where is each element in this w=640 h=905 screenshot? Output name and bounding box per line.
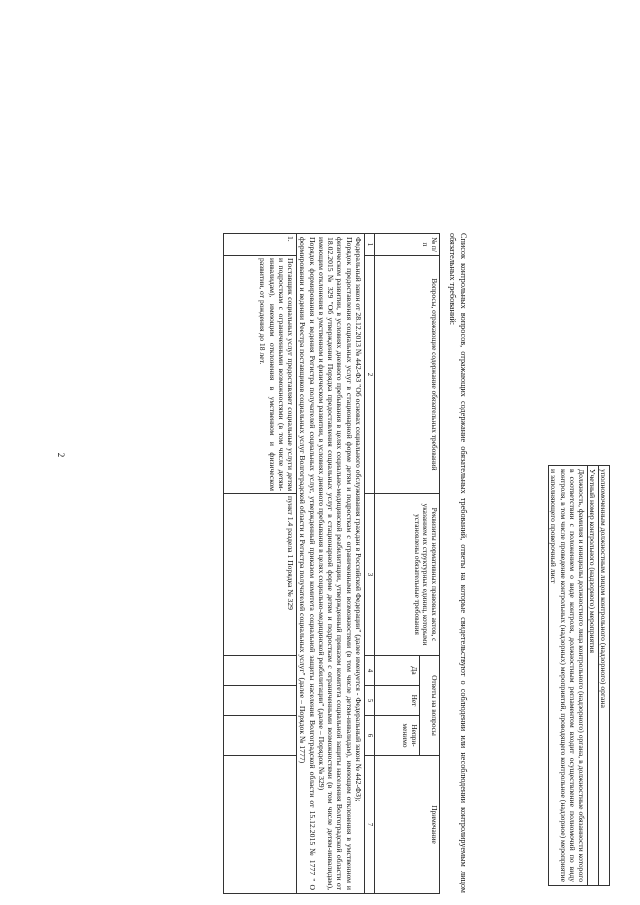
header-requisites: Реквизиты нормативных правовых актов, с указанием их структурных единиц, которыми установлены обязательные требования [375, 494, 440, 656]
page-number: 2 [56, 452, 66, 458]
legal-basis-item: Федеральный закон от 28.12.2013 № 442-ФЗ "Об основах социального обслуживания граждан в Российской Федерации" (далее именуется - Федеральный закон № 442-ФЗ); [354, 237, 363, 802]
official-info-cell: уполномоченным должностным лицом контрольного (надзорного) органа [598, 466, 609, 886]
rotated-page [0, 5, 640, 900]
header-answers: Ответы на вопросы [420, 656, 440, 756]
header-num: № п/п [375, 234, 440, 256]
questions-table [223, 233, 440, 894]
header-yes: Да [375, 656, 420, 686]
note-cell[interactable] [223, 756, 296, 894]
header-question: Вопросы, отражающие содержание обязательных требований [375, 256, 440, 494]
legal-basis-cell [296, 234, 364, 894]
table-row [587, 466, 598, 886]
official-info-cell: Должность, фамилия и инициалы должностного лица контрольного (надзорного) органа, в должностные обязанности которого в соответствии с положением о виде контроля, должностным регламентом входит осуществление полномочий по виду контроля, в том числе проведение контрольных (надзорных) мероприятий, проводящего контрольное (надзорное) мероприятие и заполняющего проверочный лист [548, 466, 587, 886]
question-requisites: пункт 1.4 раздела 1 Порядка № 329 [223, 494, 296, 656]
table-row [223, 234, 296, 894]
column-number: 2 [365, 256, 375, 494]
header-row [420, 234, 440, 894]
official-info-cell: Учетный номер контрольного (надзорного) мероприятия [587, 466, 598, 886]
answer-no-cell[interactable] [223, 686, 296, 716]
question-number: 1. [223, 234, 296, 256]
column-number: 4 [365, 656, 375, 686]
legal-basis-item: Порядок предоставления социальных услуг в стационарной форме детям и подросткам с ограниченными возможностями (в том числе детям-инвалидам), имеющим отклонения в умственном и физическом развитии, в условиях дневного пребывания в целях социально-медицинской реабилитации, утвержденный приказом комитета социальной защиты населения Волгоградской области от 18.02.2015 № 329 "Об утверждении Порядка предоставления социальных услуг в стационарной форме детям и подросткам с ограниченными возможностями (в том числе детям-инвалидам), имеющим отклонения в умственном и физическом развитии, в условиях дневного пребывания в целях социально-медицинской реабилитации" (далее – Порядок № 329) [316, 237, 354, 891]
question-text: Поставщик социальных услуг предоставляет социальные услуги детям и подросткам с ограниченными возможностями (в том числе детям-инвалидам), имеющим отклонения в умственном и физическом развитии, от рождения до 18 лет. [223, 256, 296, 494]
answer-na-cell[interactable] [223, 716, 296, 756]
header-na: Непри-менимо [375, 716, 420, 756]
table-row [548, 466, 587, 886]
checklist-intro: Список контрольных вопросов, отражающих содержание обязательных требований, ответы на которые свидетельствуют о соблюдении или несоблюдении контролируемым лицом обязательных требований: [448, 233, 468, 893]
table-row [598, 466, 609, 886]
header-no: Нет [375, 686, 420, 716]
column-number: 1 [365, 234, 375, 256]
answer-yes-cell[interactable] [223, 656, 296, 686]
column-number: 5 [365, 686, 375, 716]
column-number: 3 [365, 494, 375, 656]
official-info-table [548, 465, 610, 886]
legal-basis-row [296, 234, 364, 894]
header-note: Примечание [375, 756, 440, 894]
legal-basis-item: Порядок формирования и ведения Регистра получателей социальных услуг, утвержденный приказом комитета социальной защиты населения Волгоградской области от 15.12.2015 № 1777 " О формировании и ведении Реестра поставщиков социальных услуг Волгоградской области и Регистра получателей социальных услуг" (далее – Порядок № 1777) [298, 237, 317, 891]
column-number-row [365, 234, 375, 894]
column-number: 6 [365, 716, 375, 756]
column-number: 7 [365, 756, 375, 894]
